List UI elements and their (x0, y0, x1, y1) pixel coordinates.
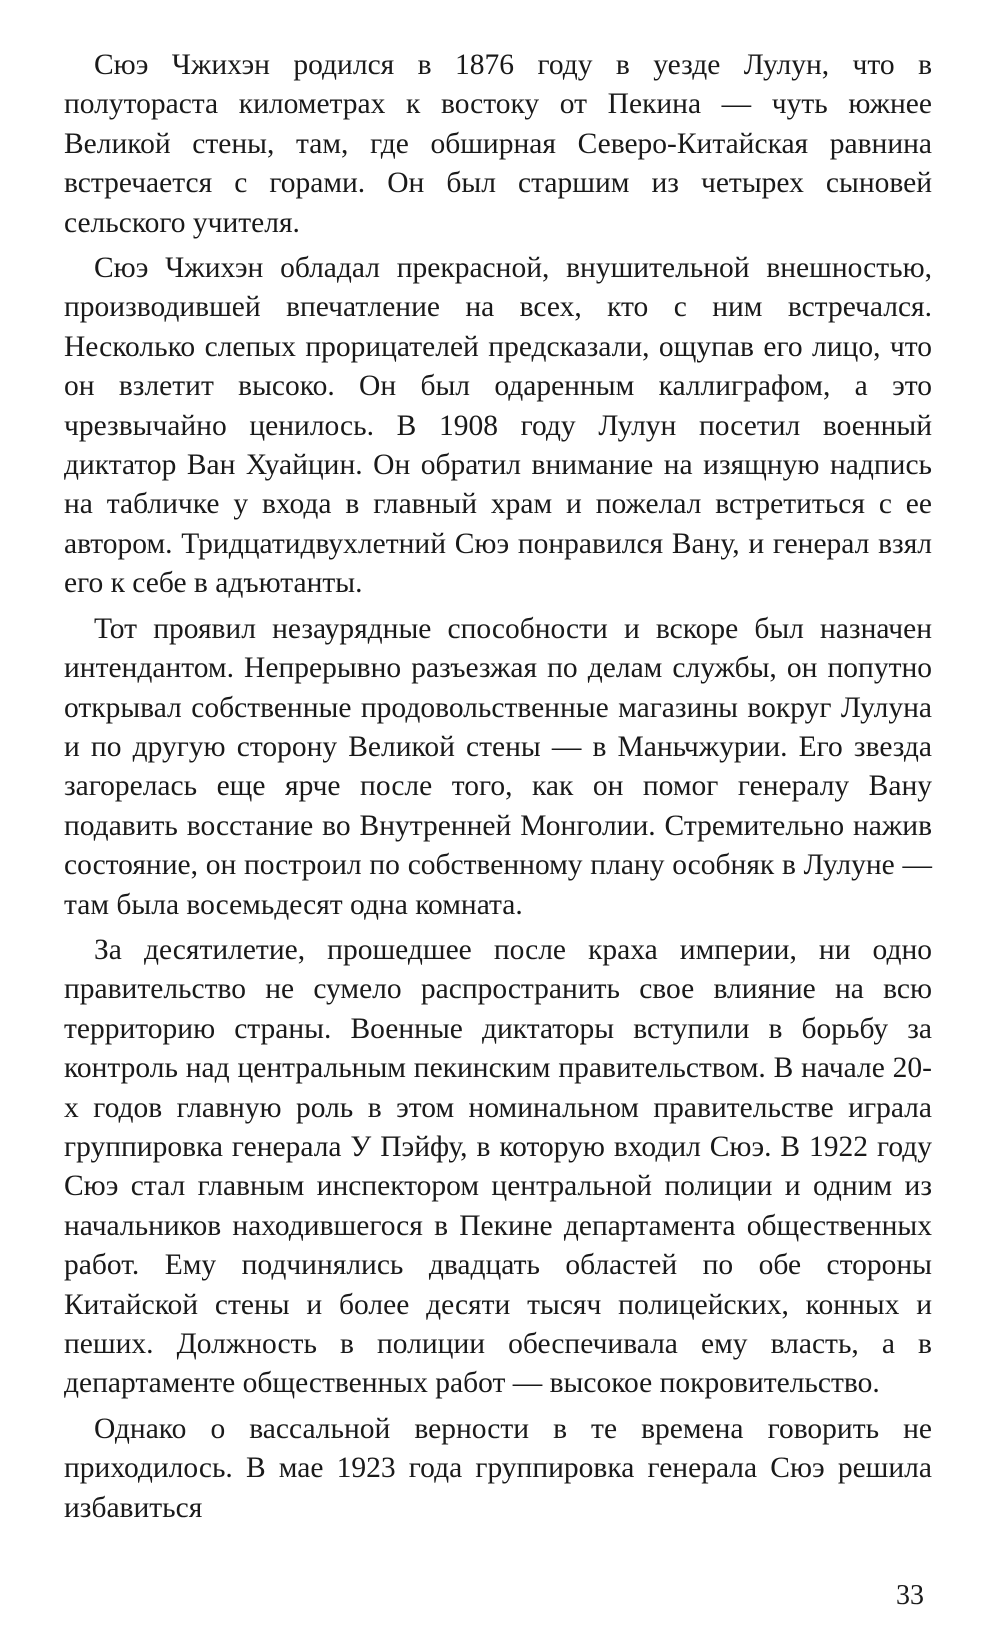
body-text (64, 46, 932, 1534)
paragraph-5: Однако о вассальной верности в те времена говорить не приходилось. В мае 1923 года группировка генерала Сюэ решила избавиться (64, 1412, 932, 1524)
paragraph-3: Тот проявил незаурядные способности и вскоре был назначен интендантом. Непрерывно разъезжая по делам службы, он попутно открывал собственные продовольственные магазины вокруг Лулуна и по другую сторону Великой стены — в Маньчжурии. Его звезда загорелась еще ярче после того, как он помог генералу Вану подавить восстание во Внутренней Монголии. Стремительно нажив состояние, он построил по собственному плану особняк в Лулуне — там была восемьдесят одна комната. (64, 612, 932, 921)
paragraph-2: Сюэ Чжихэн обладал прекрасной, внушительной внешностью, производившей впечатление на всех, кто с ним встречался. Несколько слепых прорицателей предсказали, ощупав его лицо, что он взлетит высоко. Он был одаренным каллиграфом, а это чрезвычайно ценилось. В 1908 году Лулун посетил военный диктатор Ван Хуайцин. Он обратил внимание на изящную надпись на табличке у входа в главный храм и пожелал встретиться с ее автором. Тридцатидвухлетний Сюэ понравился Вану, и генерал взял его к себе в адъютанты. (64, 252, 932, 600)
paragraph-1: Сюэ Чжихэн родился в 1876 году в уезде Лулун, что в полутораста километрах к востоку от Пекина — чуть южнее Великой стены, там, где обширная Северо-Китайская равнина встречается с горами. Он был старшим из четырех сыновей сельского учителя. (64, 49, 932, 239)
paragraph-4: За десятилетие, прошедшее после краха империи, ни одно правительство не сумело распространить свое влияние на всю территорию страны. Военные диктаторы вступили в борьбу за контроль над центральным пекинским правительством. В начале 20-х годов главную роль в этом номинальном правительстве играла группировка генерала У Пэйфу, в которую входил Сюэ. В 1922 году Сюэ стал главным инспектором центральной полиции и одним из начальников находившегося в Пекине департамента общественных работ. Ему подчинялись двадцать областей по обе стороны Китайской стены и более десяти тысяч полицейских, конных и пеших. Должность в полиции обеспечивала ему власть, а в департаменте общественных работ — высокое покровительство. (64, 933, 932, 1400)
page-number: 33 (896, 1580, 924, 1611)
